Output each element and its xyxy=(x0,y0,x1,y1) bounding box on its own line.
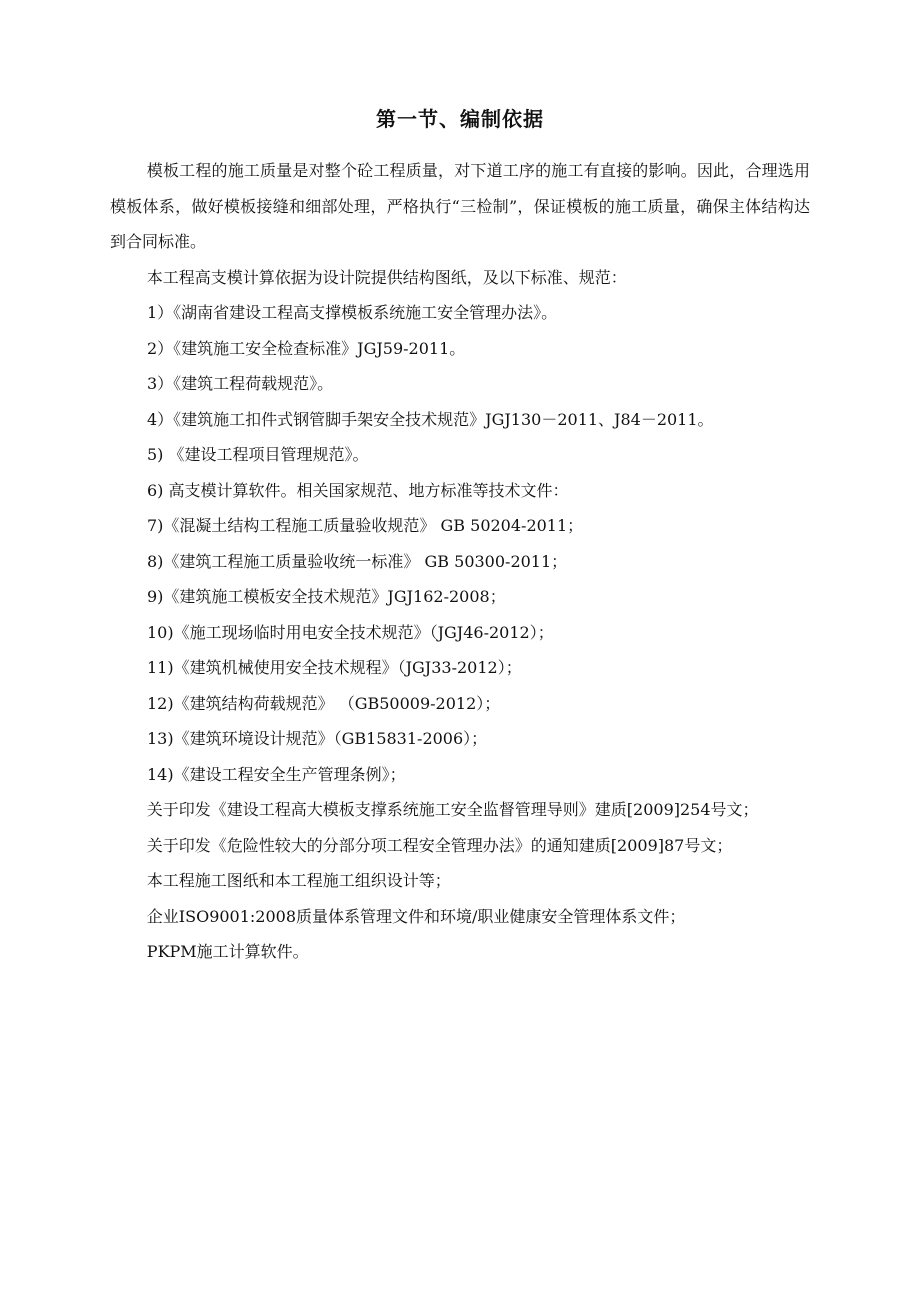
drawings-line: 本工程施工图纸和本工程施工组织设计等； xyxy=(146,871,451,890)
intro-paragraph: 模板工程的施工质量是对整个砼工程质量，对下道工序的施工有直接的影响。因此，合理选用模板体系，做好模板接缝和细部处理，严格执行“三检制”，保证模板的施工质量，确保主体结构达到合同标准。 xyxy=(110,161,810,251)
standard-item-4: 4）《建筑施工扣件式钢管脚手架安全技术规范》JGJ130－2011、J84－2011。 xyxy=(147,409,714,429)
standard-item-12: 12)《建筑结构荷载规范》 （GB50009-2012）； xyxy=(147,693,501,713)
standard-item-2: 2）《建筑施工安全检查标准》JGJ59-2011。 xyxy=(147,338,466,358)
standard-item-10: 10)《施工现场临时用电安全技术规范》（JGJ46-2012）； xyxy=(147,622,554,642)
standard-item-5: 5) 《建设工程项目管理规范》。 xyxy=(147,445,369,464)
document-body xyxy=(110,153,810,970)
standard-item-9: 9)《建筑施工模板安全技术规范》JGJ162-2008； xyxy=(147,587,506,606)
standard-item-13: 13)《建筑环境设计规范》（GB15831-2006）； xyxy=(147,729,488,748)
standard-item-7: 7)《混凝土结构工程施工质量验收规范》 GB 50204-2011； xyxy=(147,516,584,535)
notice-254: 关于印发《建设工程高大模板支撑系统施工安全监督管理导则》建质[2009]254号文； xyxy=(146,800,759,819)
standard-item-6: 6) 高支模计算软件。相关国家规范、地方标准等技术文件： xyxy=(147,480,569,500)
iso-line: 企业ISO9001:2008质量体系管理文件和环境/职业健康安全管理体系文件； xyxy=(146,906,686,926)
section-title: 第一节、编制依据 xyxy=(376,107,544,131)
standard-item-1: 1）《湖南省建设工程高支撑模板系统施工安全管理办法》。 xyxy=(147,303,558,322)
standard-item-3: 3）《建筑工程荷载规范》。 xyxy=(147,374,334,393)
basis-intro: 本工程高支模计算依据为设计院提供结构图纸，及以下标准、规范： xyxy=(146,267,627,287)
pkpm-line: PKPM施工计算软件。 xyxy=(146,942,309,961)
standard-item-14: 14)《建设工程安全生产管理条例》； xyxy=(147,764,406,784)
standard-item-8: 8)《建筑工程施工质量验收统一标准》 GB 50300-2011； xyxy=(147,551,568,571)
standard-item-11: 11)《建筑机械使用安全技术规程》（JGJ33-2012）； xyxy=(147,658,522,677)
notice-87: 关于印发《危险性较大的分部分项工程安全管理办法》的通知建质[2009]87号文； xyxy=(146,835,733,855)
